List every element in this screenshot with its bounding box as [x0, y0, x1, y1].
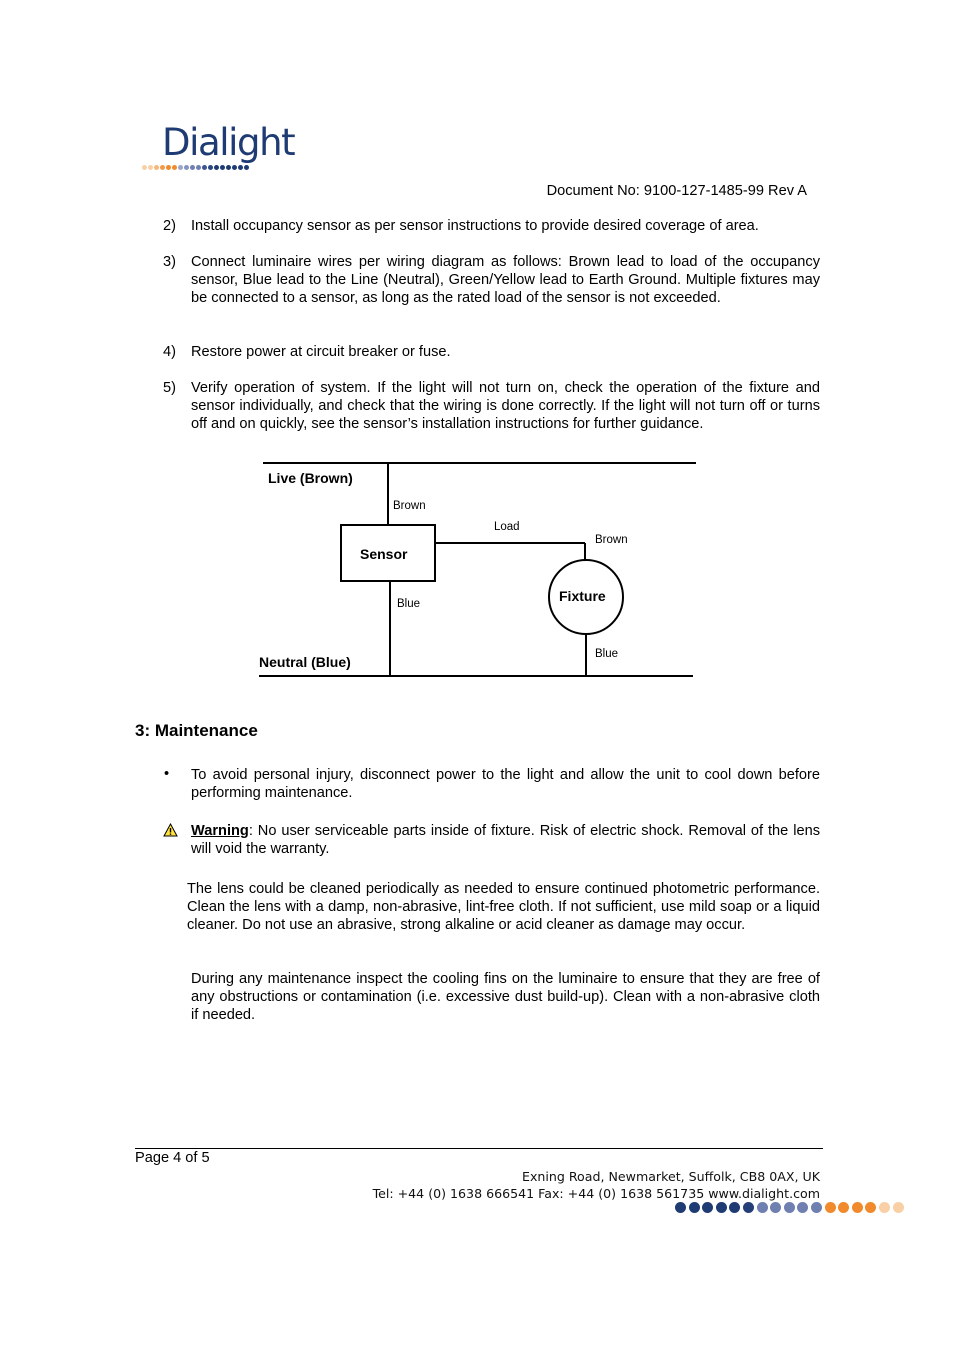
footer-dots: [675, 1202, 904, 1213]
cleaning-paragraph: The lens could be cleaned periodically as needed to ensure continued photometric performance. Clean the lens with a damp, non-abrasive, lint-free cloth. If not sufficient, use mild soap or a liquid cleaner. Do not use an abrasive, strong alkaline or acid cleaner as damage may occur.: [187, 881, 820, 933]
step-text: Connect luminaire wires per wiring diagram as follows: Brown lead to load of the occupancy sensor, Blue lead to the Line (Neutral), Green/Yellow lead to Earth Ground. Multiple fixtures may be connected to a sensor, as long as the rated load of the sensor is not exceeded.: [191, 254, 820, 306]
footer-divider: [135, 1148, 823, 1149]
step-number: 5): [163, 380, 176, 396]
wire-label-blue-fixture: Blue: [595, 648, 619, 660]
step-text: Restore power at circuit breaker or fuse.: [191, 344, 451, 360]
warning-body: : No user serviceable parts inside of fixture. Risk of electric shock. Removal of the lens will void the warranty.: [191, 823, 820, 857]
step-number: 3): [163, 254, 176, 270]
bullet-text: To avoid personal injury, disconnect power to the light and allow the unit to cool down before performing maintenance.: [191, 767, 820, 801]
document-number: Document No: 9100-127-1485-99 Rev A: [546, 183, 807, 199]
sensor-label: Sensor: [360, 546, 408, 562]
page-number: Page 4 of 5: [135, 1150, 210, 1166]
wire-label-load: Load: [494, 521, 520, 533]
bullet-icon: •: [164, 766, 170, 782]
footer-contact: Tel: +44 (0) 1638 666541 Fax: +44 (0) 1638 561735 www.dialight.com: [372, 1186, 820, 1201]
section-heading: 3: Maintenance: [135, 721, 258, 740]
wire-label-blue: Blue: [397, 598, 421, 610]
step-text: Install occupancy sensor as per sensor instructions to provide desired coverage of area.: [191, 218, 759, 234]
warning-word: Warning: [191, 823, 249, 839]
fixture-label: Fixture: [559, 588, 606, 604]
dialight-logo: Dialight: [162, 121, 295, 164]
wire-label-brown: Brown: [393, 500, 426, 512]
footer-address: Exning Road, Newmarket, Suffolk, CB8 0AX, UK: [522, 1169, 820, 1184]
warning-icon: [163, 823, 178, 837]
wire-label-brown-fixture: Brown: [595, 534, 628, 546]
live-label: Live (Brown): [268, 470, 353, 486]
warning-text: [191, 822, 820, 858]
inspection-paragraph: During any maintenance inspect the cooling fins on the luminaire to ensure that they are free of any obstructions or contamination (i.e. excessive dust build-up). Clean with a non-abrasive cloth if needed.: [191, 971, 820, 1023]
step-number: 4): [163, 344, 176, 360]
neutral-label: Neutral (Blue): [259, 654, 351, 670]
step-text: Verify operation of system. If the light will not turn on, check the operation of the fixture and sensor individually, and check that the wiring is done correctly. If the light will not turn off or turns off and on quickly, see the sensor’s installation instructions for further guidance.: [191, 380, 820, 432]
step-number: 2): [163, 218, 176, 234]
